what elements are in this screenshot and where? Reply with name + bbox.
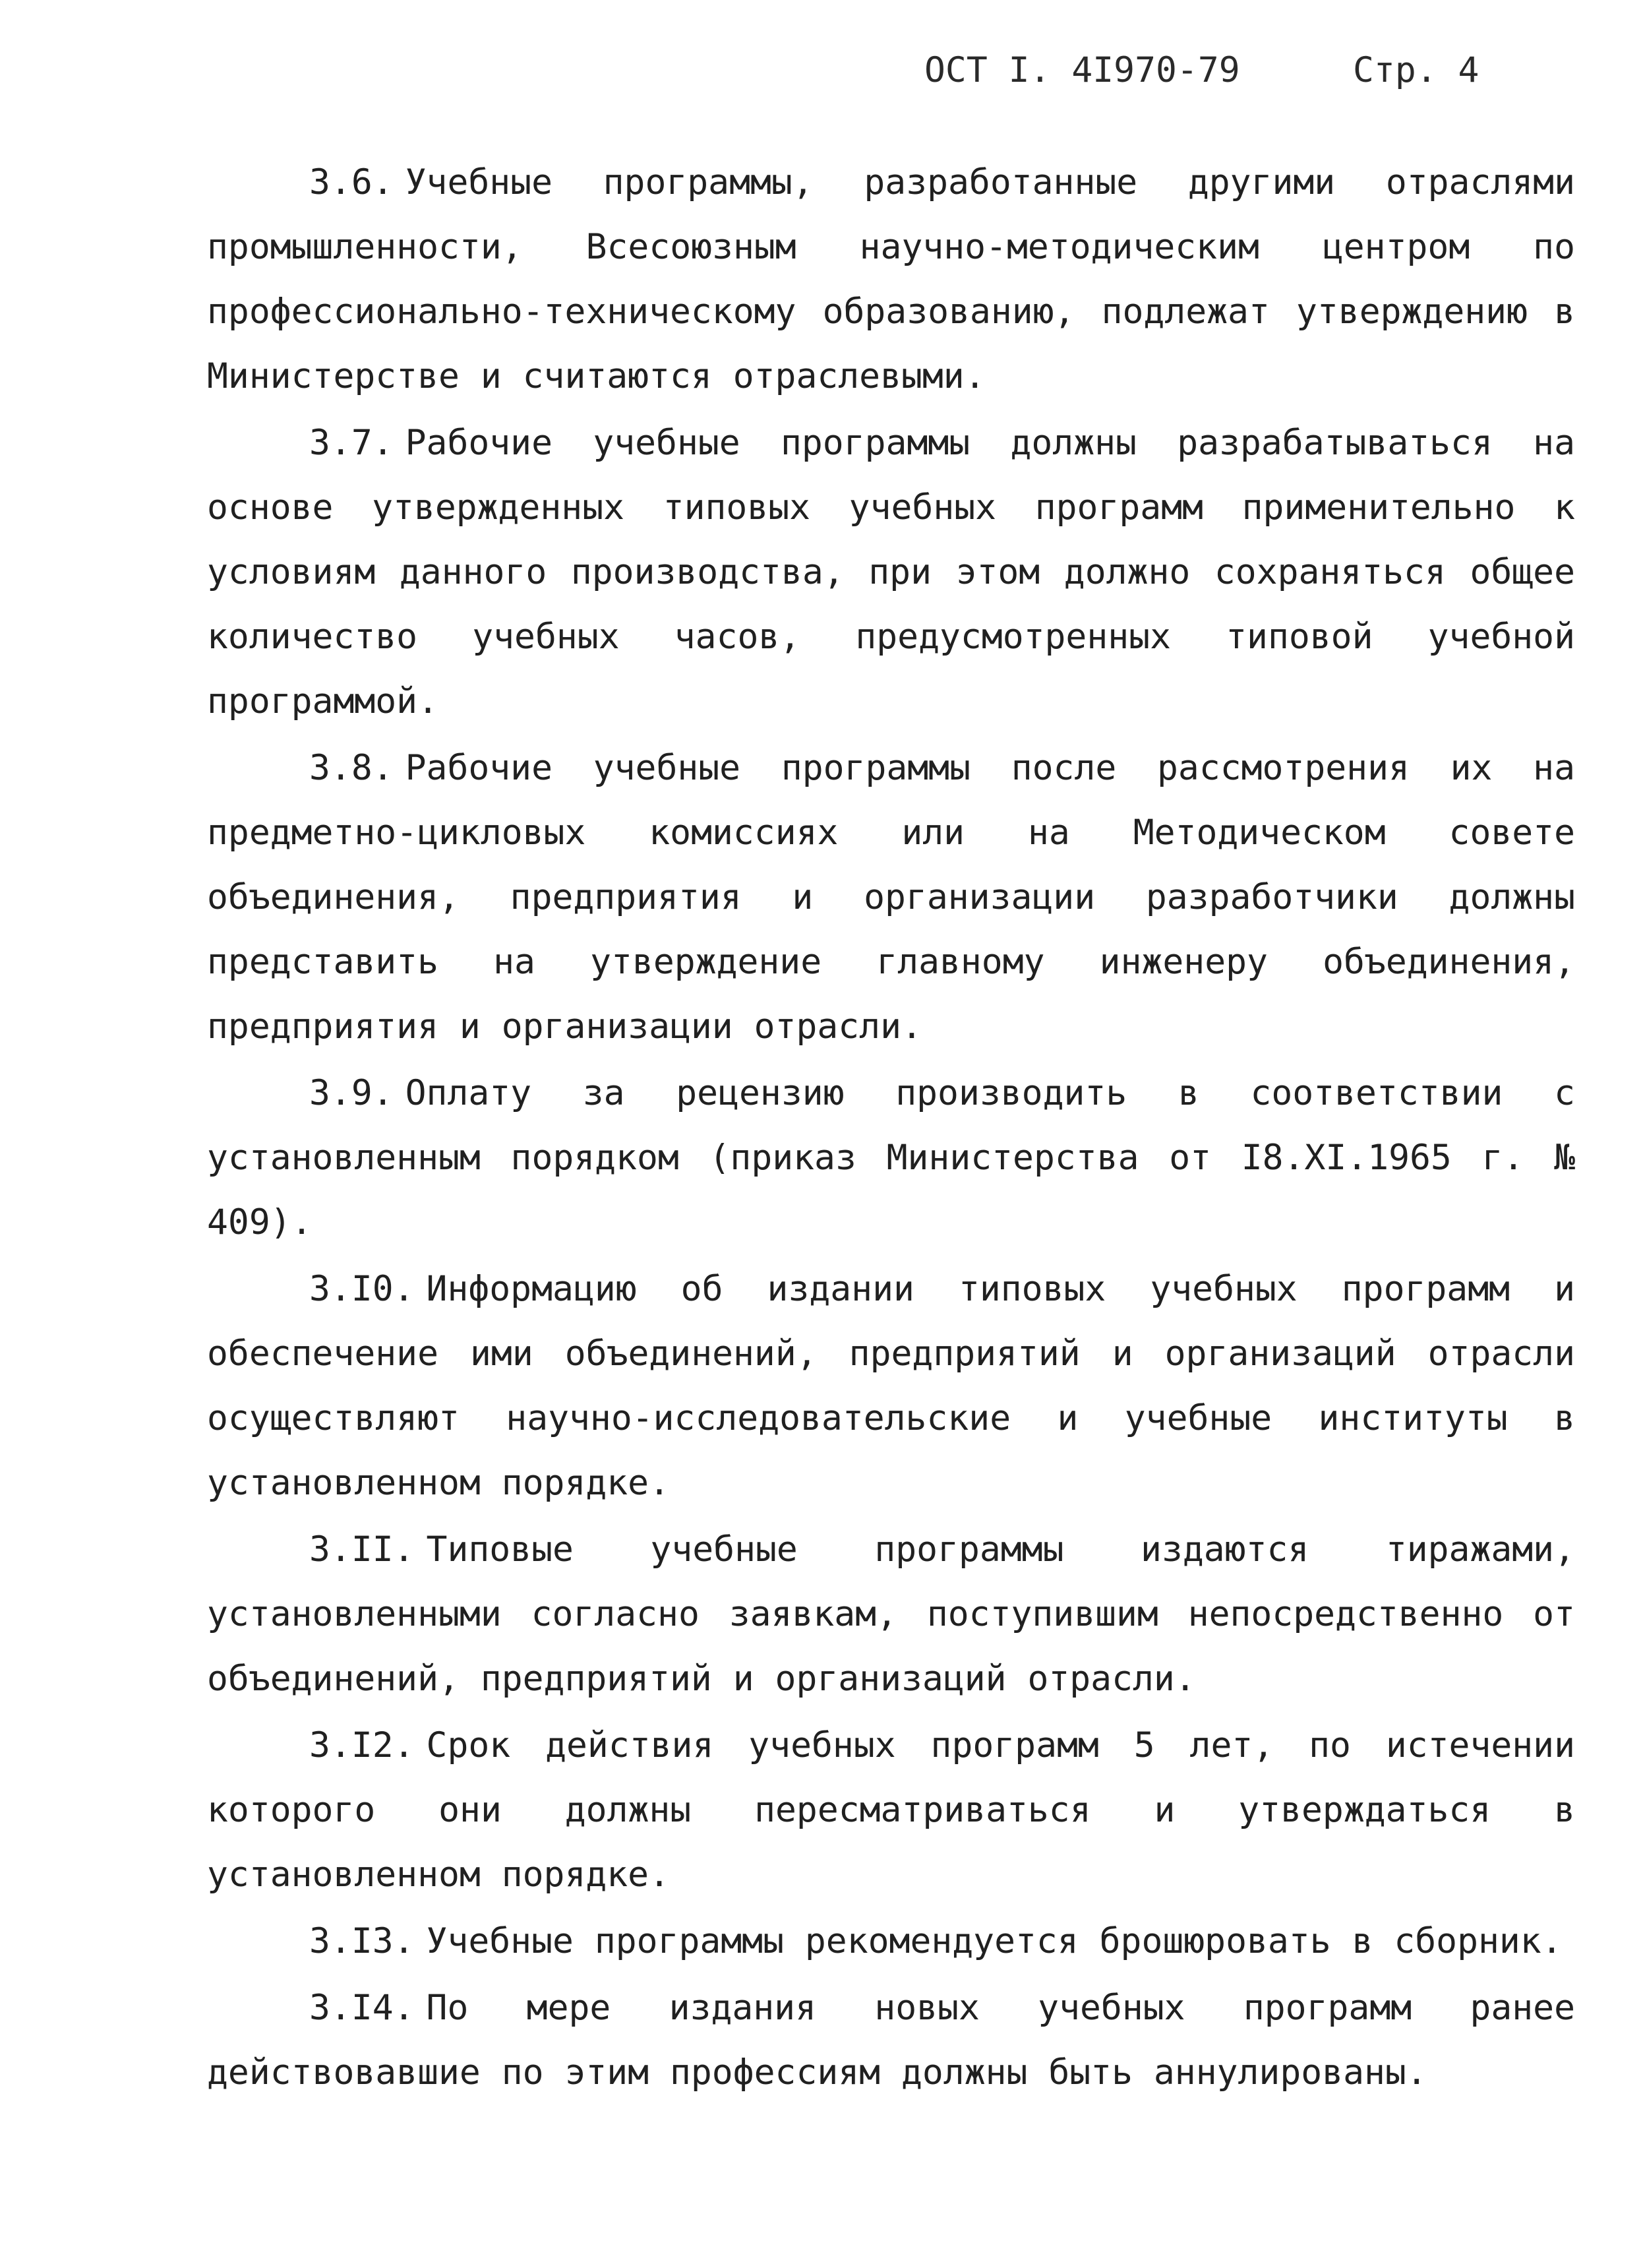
paragraph-number: 3.7.: [309, 423, 394, 463]
paragraph-3-9: [207, 1061, 1575, 1255]
page-header: [924, 41, 1518, 100]
paragraph-3-10: [207, 1257, 1575, 1516]
blank-bottom-area: [0, 2143, 7, 2150]
document-body: [207, 150, 1575, 2107]
paragraph-3-7: [207, 411, 1575, 734]
paragraph-3-12: [207, 1713, 1575, 1907]
paragraph-number: 3.I4.: [309, 1988, 415, 2028]
paragraph-text: По мере издания новых учебных программ ранее действовавшие по этим профессиям должны быть аннулированы.: [207, 1988, 1575, 2093]
paragraph-3-13: [207, 1909, 1575, 1974]
paragraph-number: 3.6.: [309, 162, 394, 202]
paragraph-number: 3.9.: [309, 1073, 394, 1113]
paragraph-3-8: [207, 736, 1575, 1059]
paragraph-number: 3.I0.: [309, 1269, 415, 1309]
paragraph-number: 3.I3.: [309, 1921, 415, 1961]
paragraph-number: 3.I2.: [309, 1725, 415, 1765]
paragraph-3-6: [207, 150, 1575, 409]
paragraph-text: Учебные программы рекомендуется брошюровать в сборник.: [426, 1921, 1563, 1961]
paragraph-number: 3.II.: [309, 1529, 415, 1570]
paragraph-text: Информацию об издании типовых учебных программ и обеспечение ими объединений, предприятий и организаций отрасли осуществляют научно-исследовательские и учебные институты в установленном порядке.: [207, 1269, 1575, 1503]
paragraph-text: Оплату за рецензию производить в соответствии с установленным порядком (приказ Министерства от I8.XI.1965 г. № 409).: [207, 1073, 1575, 1242]
paragraph-text: Рабочие учебные программы после рассмотрения их на предметно-цикловых комиссиях или на Методическом совете объединения, предприятия и организации разработчики должны представить на утверждение главному инженеру объединения, предприятия и организации отрасли.: [207, 748, 1575, 1047]
paragraph-text: Срок действия учебных программ 5 лет, по истечении которого они должны пересматриваться и утверждаться в установленном порядке.: [207, 1725, 1575, 1895]
paragraph-text: Типовые учебные программы издаются тиражами, установленными согласно заявкам, поступившим непосредственно от объединений, предприятий и организаций отрасли.: [207, 1529, 1575, 1699]
document-code: ОСТ I. 4I970-79: [924, 50, 1240, 90]
paragraph-number: 3.8.: [309, 748, 394, 788]
paragraph-text: Учебные программы, разработанные другими отраслями промышленности, Всесоюзным научно-методическим центром по профессионально-техническому образованию, подлежат утверждению в Министерстве и считаются отраслевыми.: [207, 162, 1575, 396]
paragraph-3-14: [207, 1976, 1575, 2105]
paragraph-3-11: [207, 1517, 1575, 1711]
page-number: Стр. 4: [1353, 50, 1479, 90]
paragraph-text: Рабочие учебные программы должны разрабатываться на основе утвержденных типовых учебных программ применительно к условиям данного производства, при этом должно сохраняться общее количество учебных часов, предусмотренных типовой учебной программой.: [207, 423, 1575, 721]
